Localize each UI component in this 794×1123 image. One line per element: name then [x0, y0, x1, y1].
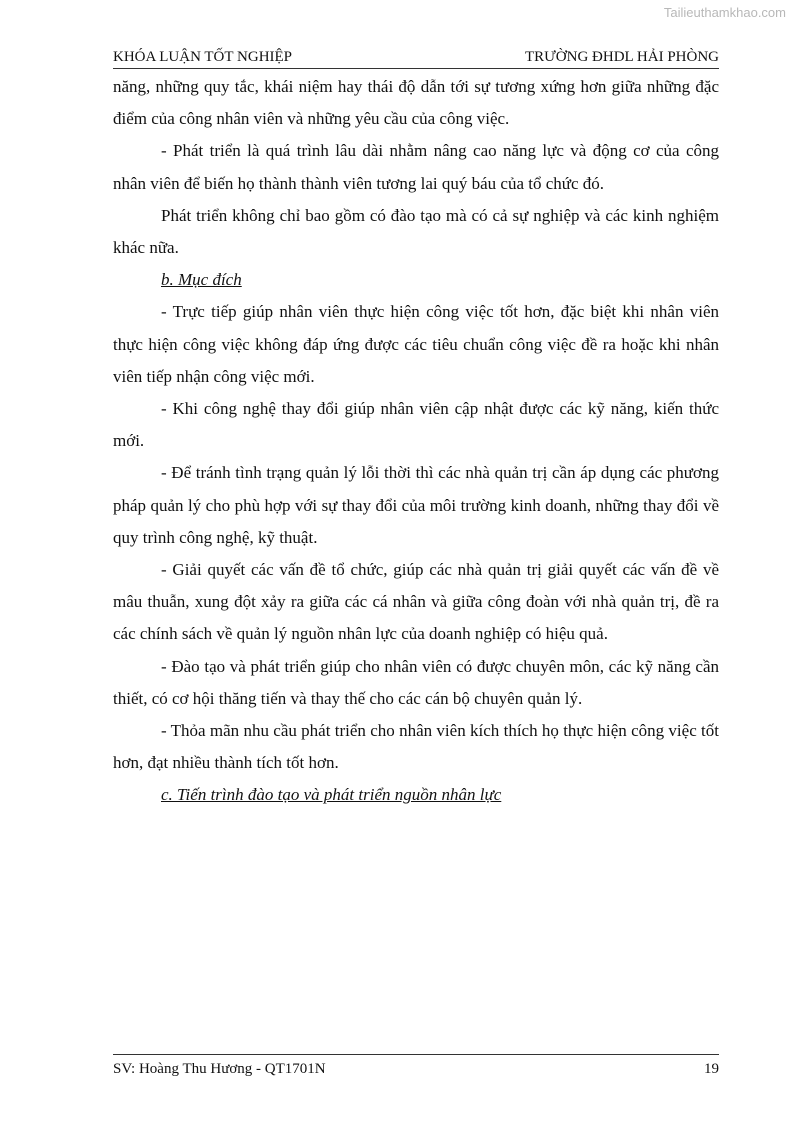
paragraph: - Đào tạo và phát triển giúp cho nhân viên có được chuyên môn, các kỹ năng cần thiết, có cơ hội thăng tiến và thay thế cho các cán bộ chuyên quản lý.: [113, 656, 719, 708]
paragraph: - Giải quyết các vấn đề tổ chức, giúp các nhà quản trị giải quyết các vấn đề về mâu thuẫn, xung đột xảy ra giữa các cá nhân và giữa công đoàn với nhà quản trị, đề ra các chính sách về quản lý nguồn nhân lực của doanh nghiệp có hiệu quả.: [113, 560, 719, 644]
paragraph: - Để tránh tình trạng quản lý lỗi thời thì các nhà quản trị cần áp dụng các phương pháp quản lý cho phù hợp với sự thay đổi của môi trường kinh doanh, những thay đổi về quy trình công nghệ, kỹ thuật.: [113, 463, 719, 547]
paragraph: - Thỏa mãn nhu cầu phát triển cho nhân viên kích thích họ thực hiện công việc tốt hơn, đạt nhiều thành tích tốt hơn.: [113, 721, 719, 773]
footer-student: SV: Hoàng Thu Hương - QT1701N: [113, 1061, 326, 1077]
paragraph: năng, những quy tắc, khái niệm hay thái độ dẫn tới sự tương xứng hơn giữa những đặc điểm của công nhân viên và những yêu cầu của công việc.: [113, 77, 719, 129]
header-thesis-title: KHÓA LUẬN TỐT NGHIỆP: [113, 49, 293, 65]
header-university: TRƯỜNG ĐHDL HẢI PHÒNG: [525, 49, 719, 65]
paragraph: - Phát triển là quá trình lâu dài nhằm nâng cao năng lực và động cơ của công nhân viên để biến họ thành thành viên tương lai quý báu của tổ chức đó.: [113, 141, 719, 193]
paragraph: - Trực tiếp giúp nhân viên thực hiện công việc tốt hơn, đặc biệt khi nhân viên thực hiện công việc không đáp ứng được các tiêu chuẩn công việc đề ra hoặc khi nhân viên tiếp nhận công việc mới.: [113, 302, 719, 386]
body-text: [113, 71, 719, 812]
page-footer: [113, 1054, 719, 1079]
section-heading-b: b. Mục đích: [161, 270, 242, 290]
page-number: 19: [704, 1061, 719, 1077]
paragraph: - Khi công nghệ thay đổi giúp nhân viên cập nhật được các kỹ năng, kiến thức mới.: [113, 399, 719, 451]
paragraph: Phát triển không chỉ bao gồm có đào tạo mà có cả sự nghiệp và các kinh nghiệm khác nữa.: [113, 205, 719, 258]
page-header: [113, 46, 719, 69]
section-heading-c: c. Tiến trình đào tạo và phát triển nguồn nhân lực: [161, 785, 502, 805]
watermark: Tailieuthamkhao.com: [663, 5, 786, 20]
